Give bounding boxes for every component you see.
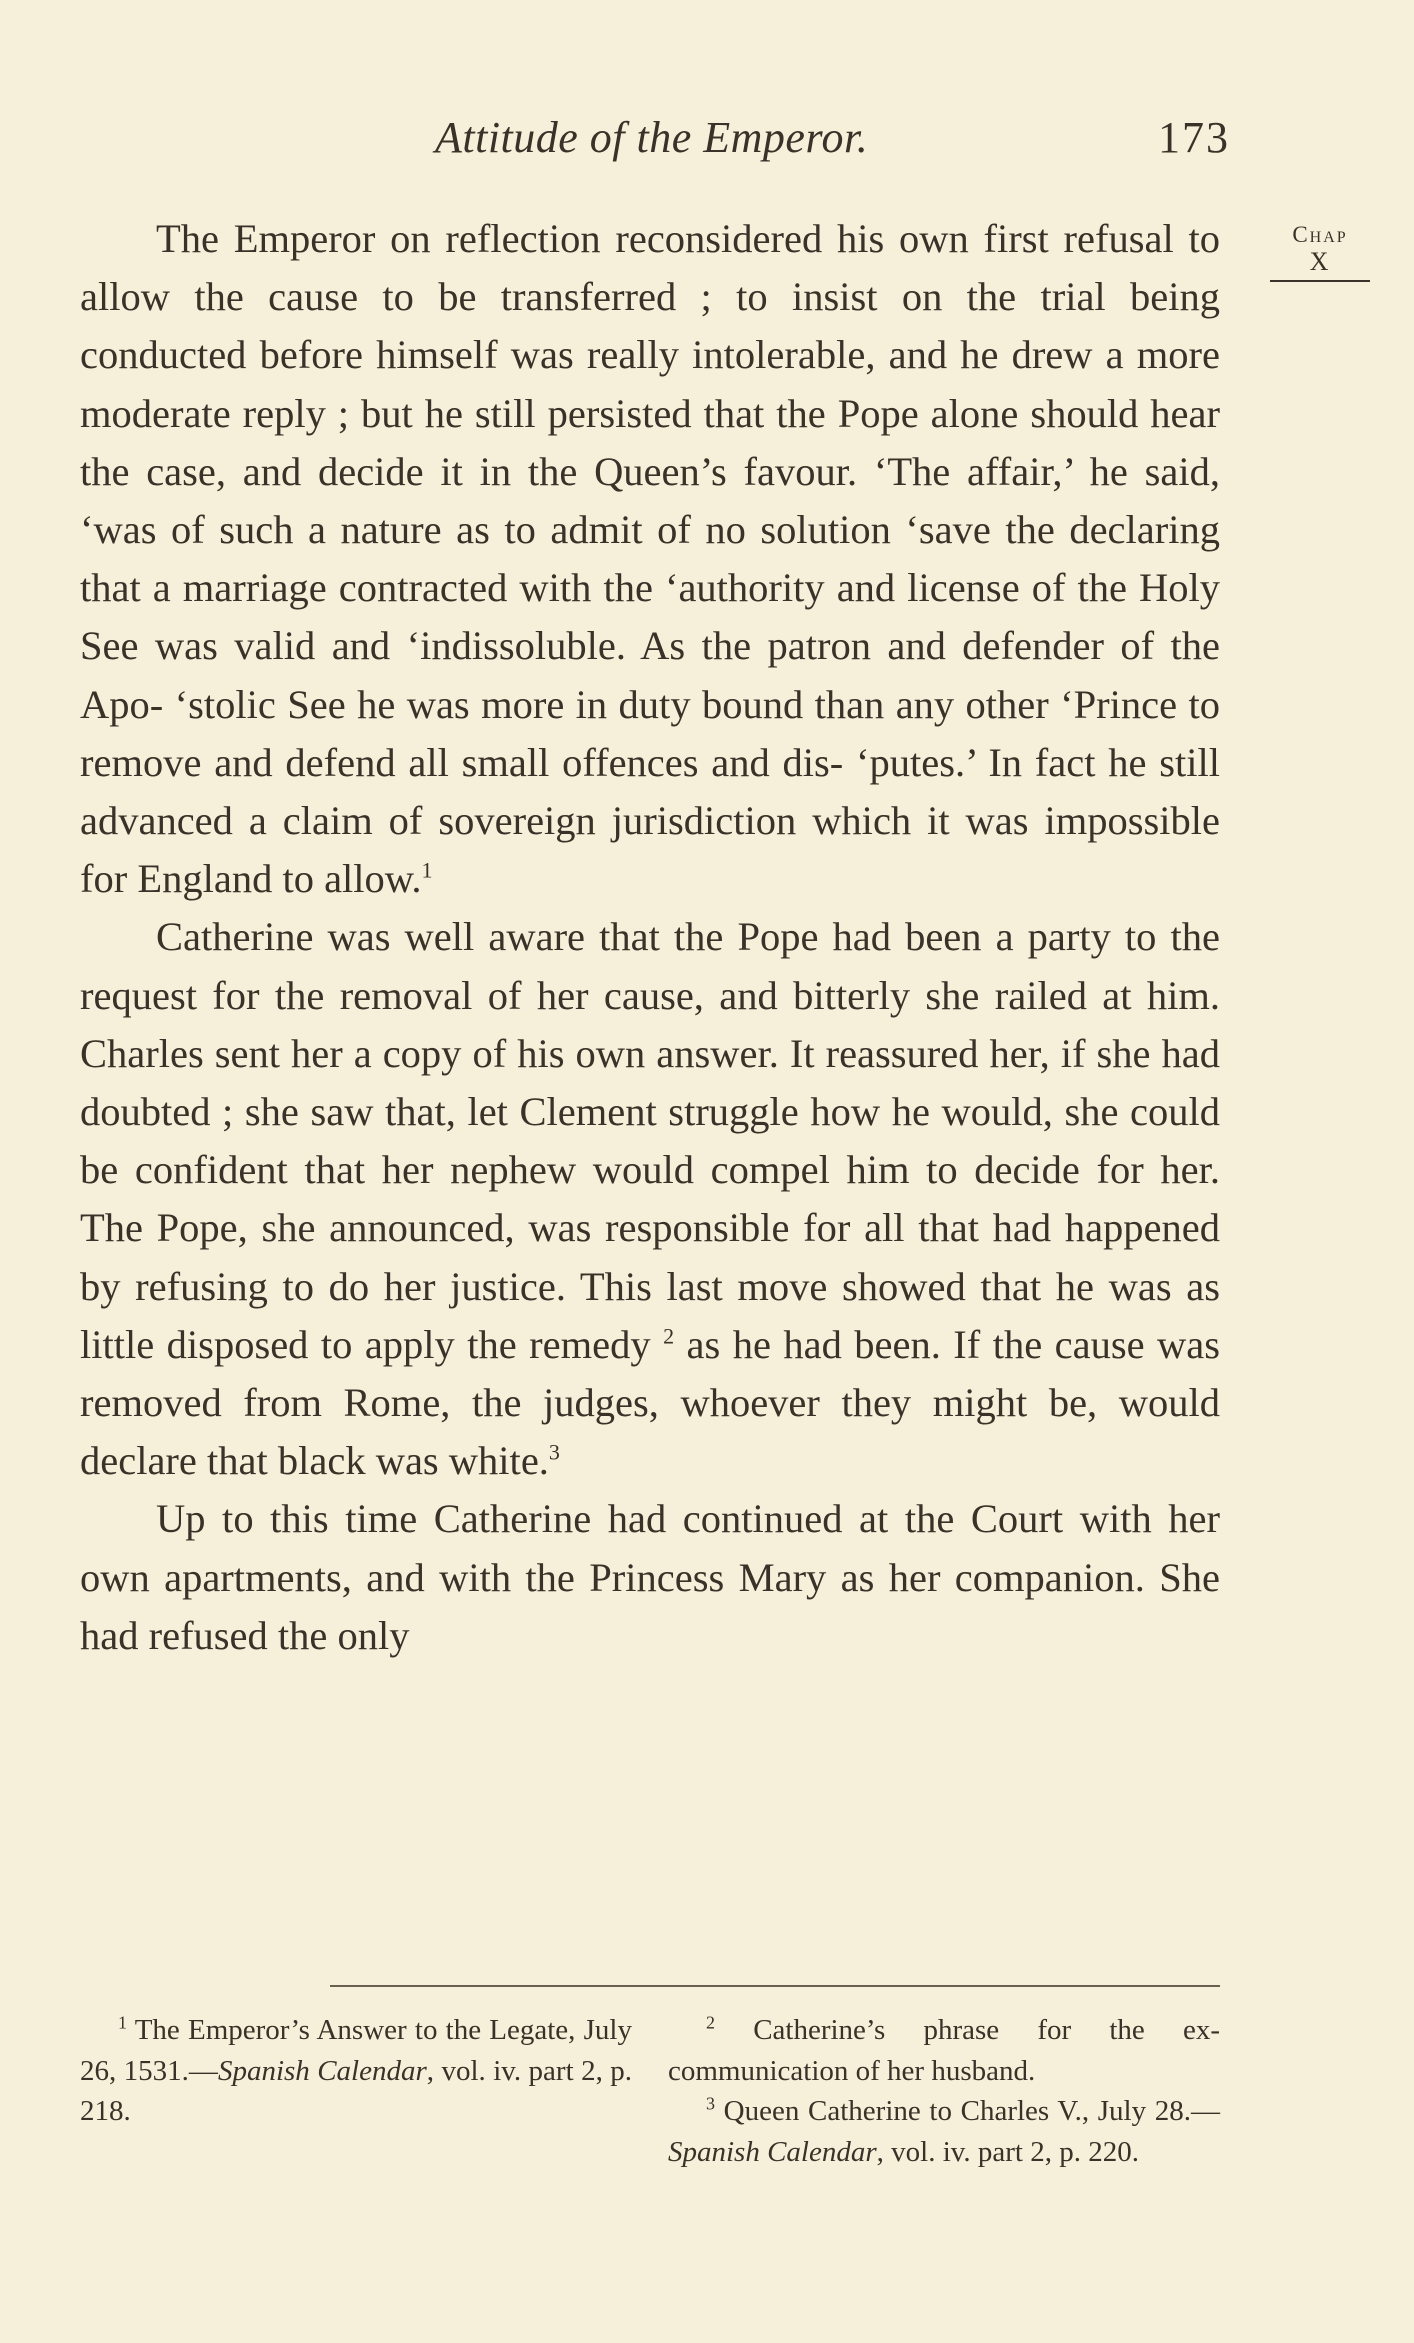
text-run: Up to this time Catherine had continued at the Court with her own apartments, and with the Princess Mary as her companion. She had refused the only (80, 1496, 1220, 1658)
text-run: Catherine was well aware that the Pope had been a party to the request for the removal of her cause, and bitterly she railed at him. Charles sent her a copy of his own answer. It reassured her, if she had doubted ; she saw that, let Clement struggle how he would, she could be confident that her nephew would compel him to decide for her. The Pope, she announced, was responsible for all that had happened by refusing to do her justice. This last move showed that he was as little disposed to apply the remedy (80, 914, 1220, 1367)
footnote-marker: 1 (421, 857, 433, 883)
footnotes (80, 2010, 1220, 2172)
text-run: The Emperor’s Answer to the Legate, July 26, 1531.— (80, 2014, 632, 2087)
running-head-title: Attitude of the Emperor. (435, 113, 869, 162)
chapter-label: Chap (1292, 222, 1348, 247)
footnote-marker: 3 (706, 2093, 715, 2114)
running-head (80, 112, 1230, 172)
paragraph (80, 908, 1220, 1490)
page-number: 173 (1158, 113, 1230, 162)
text-run: , vol. iv. part 2, p. 220. (876, 2135, 1139, 2168)
text-run: , vol. iv. part 2, p. 218. (80, 2054, 633, 2127)
footnote-marker: 1 (118, 2012, 127, 2033)
footnote (668, 2010, 1220, 2091)
footnote-marker: 3 (548, 1439, 560, 1465)
paragraph (80, 210, 1220, 908)
text-run: as he had been. If the cause was removed from Rome, the judges, whoever they might be, would declare that black was white. (80, 1321, 1221, 1484)
body-text (80, 210, 1220, 1665)
chapter-rule (1270, 280, 1370, 282)
footnote-rule (330, 1985, 1220, 1987)
chapter-margin-note (1270, 222, 1370, 282)
paragraph (80, 1490, 1220, 1665)
italic-text: Spanish Calendar (217, 2054, 427, 2087)
footnote (668, 2091, 1220, 2172)
chapter-number: X (1309, 247, 1331, 276)
text-run: Queen Catherine to Charles V., July 28.— (715, 2095, 1220, 2127)
footnote-marker: 2 (663, 1323, 675, 1349)
italic-text: Spanish Calendar (668, 2135, 877, 2168)
footnote (80, 2010, 632, 2132)
text-run: Catherine’s phrase for the ex- communication of her husband. (668, 2014, 1220, 2087)
text-run: The Emperor on reflection reconsidered his own first refusal to allow the cause to be transferred ; to insist on the trial being conducted before himself was really intolerable, and he drew a more moderate reply ; but he still persisted that the Pope alone should hear the case, and decide it in the Queen’s favour. ‘The affair,’ he said, ‘was of such a nature as to admit of no solution ‘save the declaring that a marriage contracted with the ‘authority and license of the Holy See was valid and ‘indissoluble. As the patron and defender of the Apo- ‘stolic See he was more in duty bound than any other ‘Prince to remove and defend all small offences and dis- ‘putes.’ In fact he still advanced a claim of sovereign jurisdiction which it was impossible for England to allow. (80, 216, 1220, 902)
footnote-marker: 2 (706, 2012, 715, 2033)
